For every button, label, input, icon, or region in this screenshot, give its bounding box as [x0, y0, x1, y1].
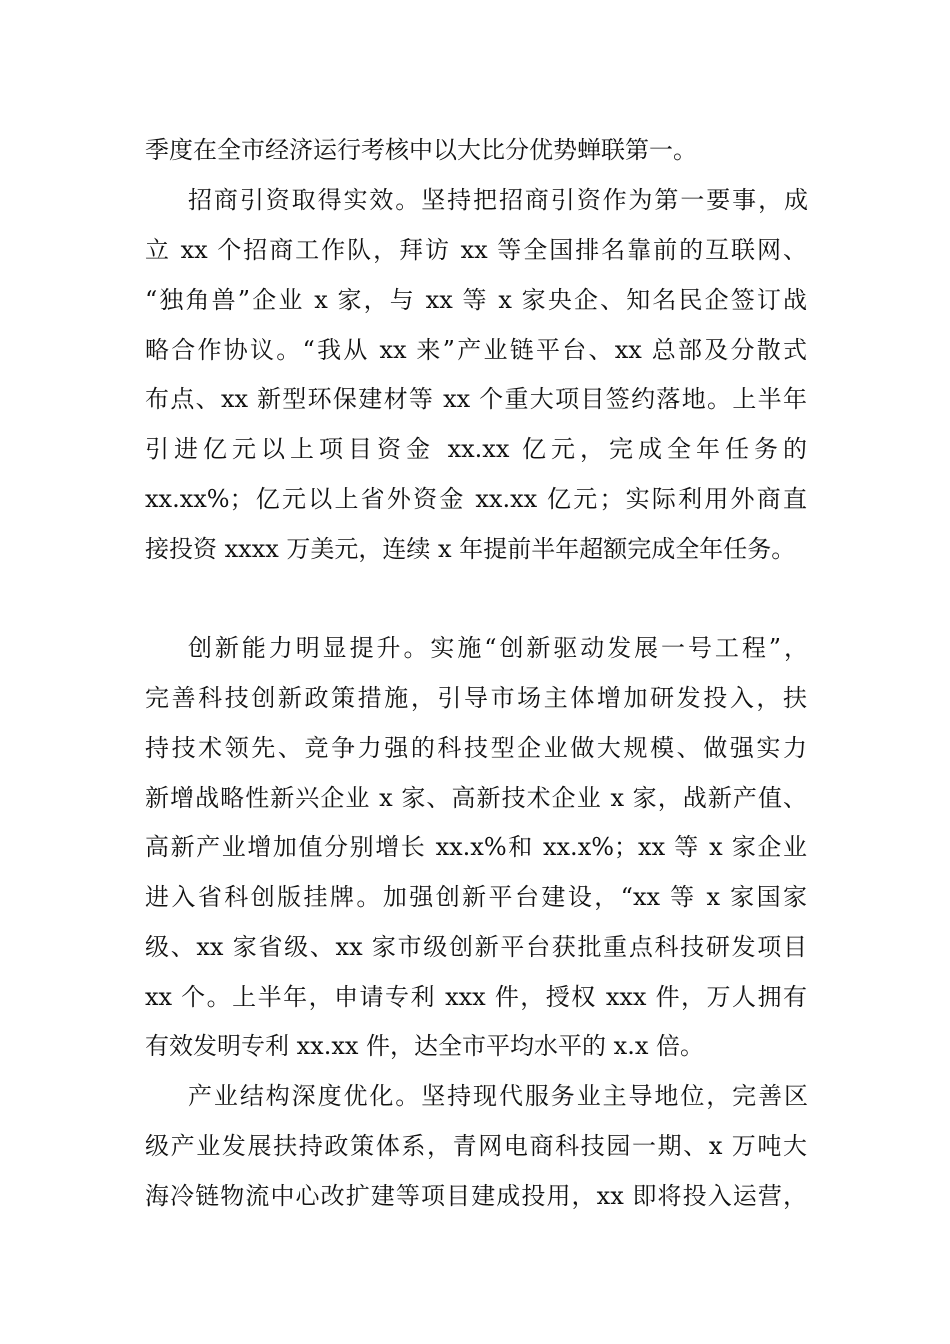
text-line: 季度在全市经济运行考核中以大比分优势蝉联第一。: [145, 136, 697, 164]
text-line: 创新能力明显提升。实施“创新驱动发展一号工程”，: [188, 634, 808, 662]
text-line: 进入省科创版挂牌。加强创新平台建设，“xx 等 x 家国家: [145, 883, 807, 911]
text-line: xx.xx%；亿元以上省外资金 xx.xx 亿元；实际利用外商直: [145, 485, 807, 513]
text-line: xx 个。上半年，申请专利 xxx 件，授权 xxx 件，万人拥有: [145, 983, 807, 1011]
text-line: 新增战略性新兴企业 x 家、高新技术企业 x 家，战新产值、: [145, 784, 807, 812]
text-line: 级产业发展扶持政策体系，青网电商科技园一期、x 万吨大: [145, 1132, 807, 1160]
text-line: 完善科技创新政策措施，引导市场主体增加研发投入，扶: [145, 684, 807, 712]
text-line: 持技术领先、竞争力强的科技型企业做大规模、做强实力: [145, 734, 807, 762]
text-line: 略合作协议。“我从 xx 来”产业链平台、xx 总部及分散式: [145, 336, 807, 364]
text-line: 引进亿元以上项目资金 xx.xx 亿元，完成全年任务的: [145, 435, 807, 463]
text-line: “独角兽”企业 x 家，与 xx 等 x 家央企、知名民企签订战: [145, 286, 807, 314]
text-line: 海冷链物流中心改扩建等项目建成投用，xx 即将投入运营，: [145, 1182, 807, 1210]
text-line: 高新产业增加值分别增长 xx.x%和 xx.x%；xx 等 x 家企业: [145, 833, 807, 861]
text-line: 接投资 xxxx 万美元，连续 x 年提前半年超额完成全年任务。: [145, 535, 796, 563]
text-line: 产业结构深度优化。坚持现代服务业主导地位，完善区: [188, 1082, 808, 1110]
text-line: 招商引资取得实效。坚持把招商引资作为第一要事，成: [188, 186, 808, 214]
text-line: 有效发明专利 xx.xx 件，达全市平均水平的 x.x 倍。: [145, 1032, 704, 1060]
text-line: 级、xx 家省级、xx 家市级创新平台获批重点科技研发项目: [145, 933, 807, 961]
text-line: 布点、xx 新型环保建材等 xx 个重大项目签约落地。上半年: [145, 385, 807, 413]
text-line: 立 xx 个招商工作队，拜访 xx 等全国排名靠前的互联网、: [145, 236, 807, 264]
